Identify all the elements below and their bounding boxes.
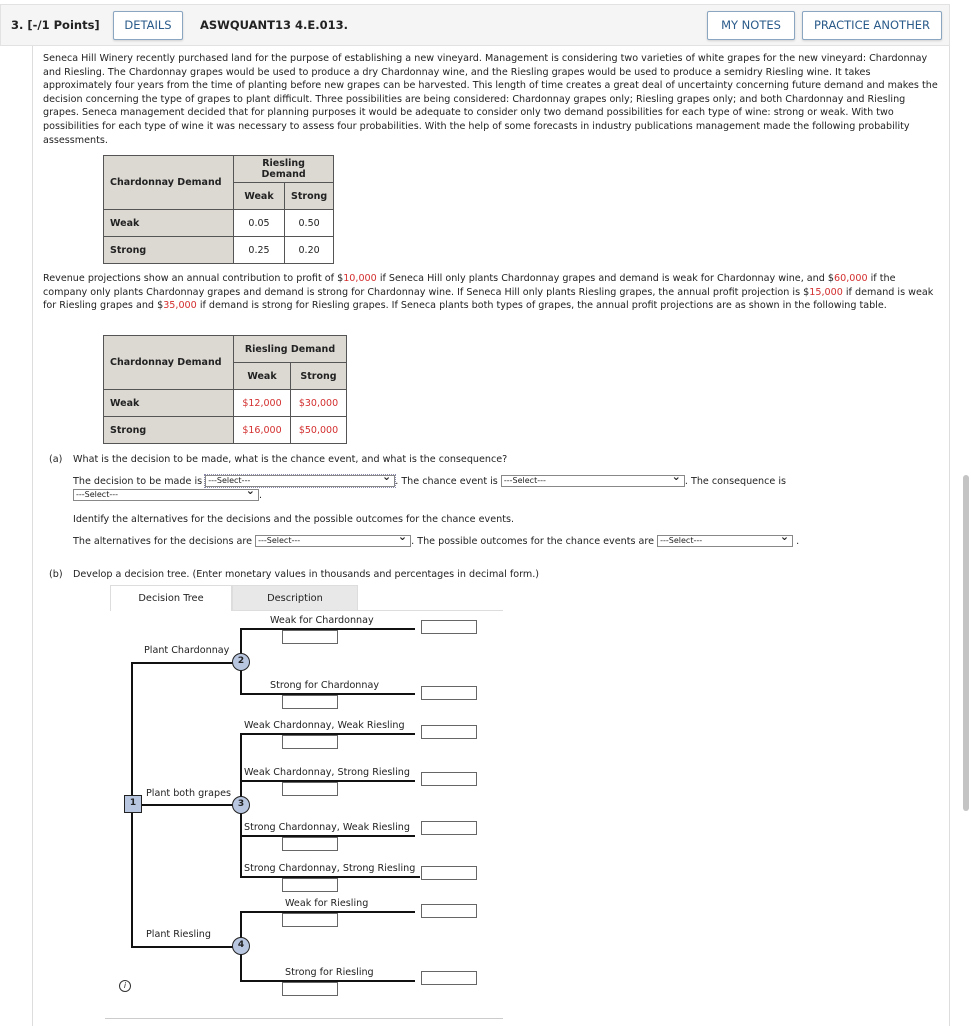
alternatives-select[interactable]: ---Select--- ⌄	[255, 535, 411, 547]
col-group-header: Riesling Demand	[234, 336, 347, 363]
payoff-input[interactable]	[421, 866, 477, 880]
consequence-select[interactable]: ---Select--- ⌄	[73, 489, 259, 501]
decision-label: Plant Chardonnay	[144, 645, 230, 656]
cell: $16,000	[234, 417, 291, 444]
tab-decision-tree[interactable]: Decision Tree	[110, 585, 232, 611]
row-label: Weak	[104, 390, 234, 417]
tree-line	[131, 804, 241, 806]
part-b-label: (b)	[49, 569, 63, 580]
col-header: Weak	[234, 183, 285, 210]
branch-label: Strong Chardonnay, Weak Riesling	[244, 822, 410, 833]
probability-table	[103, 155, 334, 264]
branch-label: Weak Chardonnay, Weak Riesling	[244, 720, 405, 731]
decision-label: Plant Riesling	[146, 929, 211, 940]
question-code: ASWQUANT13 4.E.013.	[200, 18, 348, 32]
table-row	[104, 237, 334, 264]
row-label: Weak	[104, 210, 234, 237]
part-b-question: Develop a decision tree. (Enter monetary values in thousands and percentages in decimal form.)	[73, 569, 540, 580]
question-header	[0, 4, 950, 46]
col-header: Weak	[234, 363, 291, 390]
probability-input[interactable]	[282, 695, 338, 709]
cell: 0.25	[234, 237, 285, 264]
probability-input[interactable]	[282, 630, 338, 644]
payoff-input[interactable]	[421, 904, 477, 918]
points-label: 3. [-/1 Points]	[11, 18, 100, 32]
cell: 0.20	[285, 237, 334, 264]
outcomes-select[interactable]: ---Select--- ⌄	[657, 535, 793, 547]
chance-node-3: 3	[232, 796, 250, 814]
identify-text: Identify the alternatives for the decisions and the possible outcomes for the chance events.	[73, 514, 515, 525]
my-notes-button[interactable]: MY NOTES	[707, 11, 795, 40]
branch-label: Strong for Riesling	[285, 967, 374, 978]
profit-table	[103, 335, 347, 444]
payoff-input[interactable]	[421, 725, 477, 739]
payoff-input[interactable]	[421, 971, 477, 985]
table-row	[104, 417, 347, 444]
cell: 0.50	[285, 210, 334, 237]
table-row	[104, 390, 347, 417]
payoff-input[interactable]	[421, 772, 477, 786]
probability-input[interactable]	[282, 913, 338, 927]
tree-line	[131, 662, 241, 664]
info-icon[interactable]: i	[119, 980, 131, 992]
chance-node-2: 2	[232, 653, 250, 671]
branch-label: Strong for Chardonnay	[270, 680, 380, 691]
row-label: Strong	[104, 237, 234, 264]
branch-label: Weak for Riesling	[285, 898, 369, 909]
part-a-question: What is the decision to be made, what is the chance event, and what is the consequence?	[73, 454, 508, 465]
table-row	[104, 210, 334, 237]
part-a-line1: The decision to be made is ---Select--- ⌄ . The chance event is ---Select--- ⌄ . The consequence is ---Select--- ⌄ .	[73, 475, 873, 503]
branch-label: Weak for Chardonnay	[270, 615, 374, 626]
part-a-label: (a)	[49, 454, 63, 465]
scrollbar-thumb[interactable]	[963, 475, 969, 811]
revenue-text: Revenue projections show an annual contribution to profit of $10,000 if Seneca Hill only plants Chardonnay grapes and demand is weak for Chardonnay wine, and $60,000 if the company only plants Chardonnay grapes and demand is strong for Chardonnay wine. If Seneca Hill only plants Riesling grapes, the annual profit projection is $15,000 if demand is weak for Riesling grapes and $35,000 if demand is strong for Riesling grapes. If Seneca plants both types of grapes, the annual profit projections are as shown in the following table.	[43, 273, 934, 312]
cell: $12,000	[234, 390, 291, 417]
decision-label: Plant both grapes	[146, 788, 231, 799]
row-label: Strong	[104, 417, 234, 444]
intro-text: Seneca Hill Winery recently purchased land for the purpose of establishing a new vineyard. Management is considering two varieties of white grapes for the new vineyard: Chardonnay and Riesling. The Chardonnay grapes would be used to produce a dry Chardonnay wine, and the Riesling grapes would be used to produce a semidry Riesling wine. It takes approximately four years from the time of planting before new grapes can be harvested. This length of time creates a great deal of uncertainty concerning future demand and makes the decision concerning the type of grapes to plant difficult. Three possibilities are being considered: Chardonnay grapes only; Riesling grapes only; and both Chardonnay and Riesling grapes. Seneca management decided that for planning purposes it would be adequate to consider only two demand possibilities for each type of wine: strong or weak. With two possibilities for each type of wine it was necessary to assess four probabilities. With the help of some forecasts in industry publications management made the following probability assessments.	[43, 53, 938, 146]
probability-input[interactable]	[282, 878, 338, 892]
branch-label: Weak Chardonnay, Strong Riesling	[244, 767, 410, 778]
payoff-input[interactable]	[421, 821, 477, 835]
tab-divider	[232, 610, 503, 611]
tab-description[interactable]: Description	[232, 585, 358, 611]
probability-input[interactable]	[282, 782, 338, 796]
col-header: Strong	[285, 183, 334, 210]
payoff-input[interactable]	[421, 686, 477, 700]
col-header: Strong	[291, 363, 347, 390]
decision-node-1: 1	[124, 795, 142, 813]
part-a-line2: The alternatives for the decisions are ---Select--- ⌄ . The possible outcomes for the chance events are ---Select--- ⌄ .	[73, 535, 873, 547]
probability-input[interactable]	[282, 982, 338, 996]
branch-label: Strong Chardonnay, Strong Riesling	[244, 863, 416, 874]
row-header: Chardonnay Demand	[104, 156, 234, 210]
cell: $50,000	[291, 417, 347, 444]
chance-node-4: 4	[232, 937, 250, 955]
divider	[105, 1018, 503, 1019]
tree-line	[131, 946, 241, 948]
probability-input[interactable]	[282, 735, 338, 749]
details-button[interactable]: DETAILS	[113, 11, 183, 40]
cell: $30,000	[291, 390, 347, 417]
payoff-input[interactable]	[421, 620, 477, 634]
col-group-header: Riesling Demand	[234, 156, 334, 183]
cell: 0.05	[234, 210, 285, 237]
row-header: Chardonnay Demand	[104, 336, 234, 390]
decision-select[interactable]: ---Select--- ⌄	[205, 475, 395, 487]
chance-event-select[interactable]: ---Select--- ⌄	[501, 475, 685, 487]
probability-input[interactable]	[282, 837, 338, 851]
practice-another-button[interactable]: PRACTICE ANOTHER	[802, 11, 942, 40]
